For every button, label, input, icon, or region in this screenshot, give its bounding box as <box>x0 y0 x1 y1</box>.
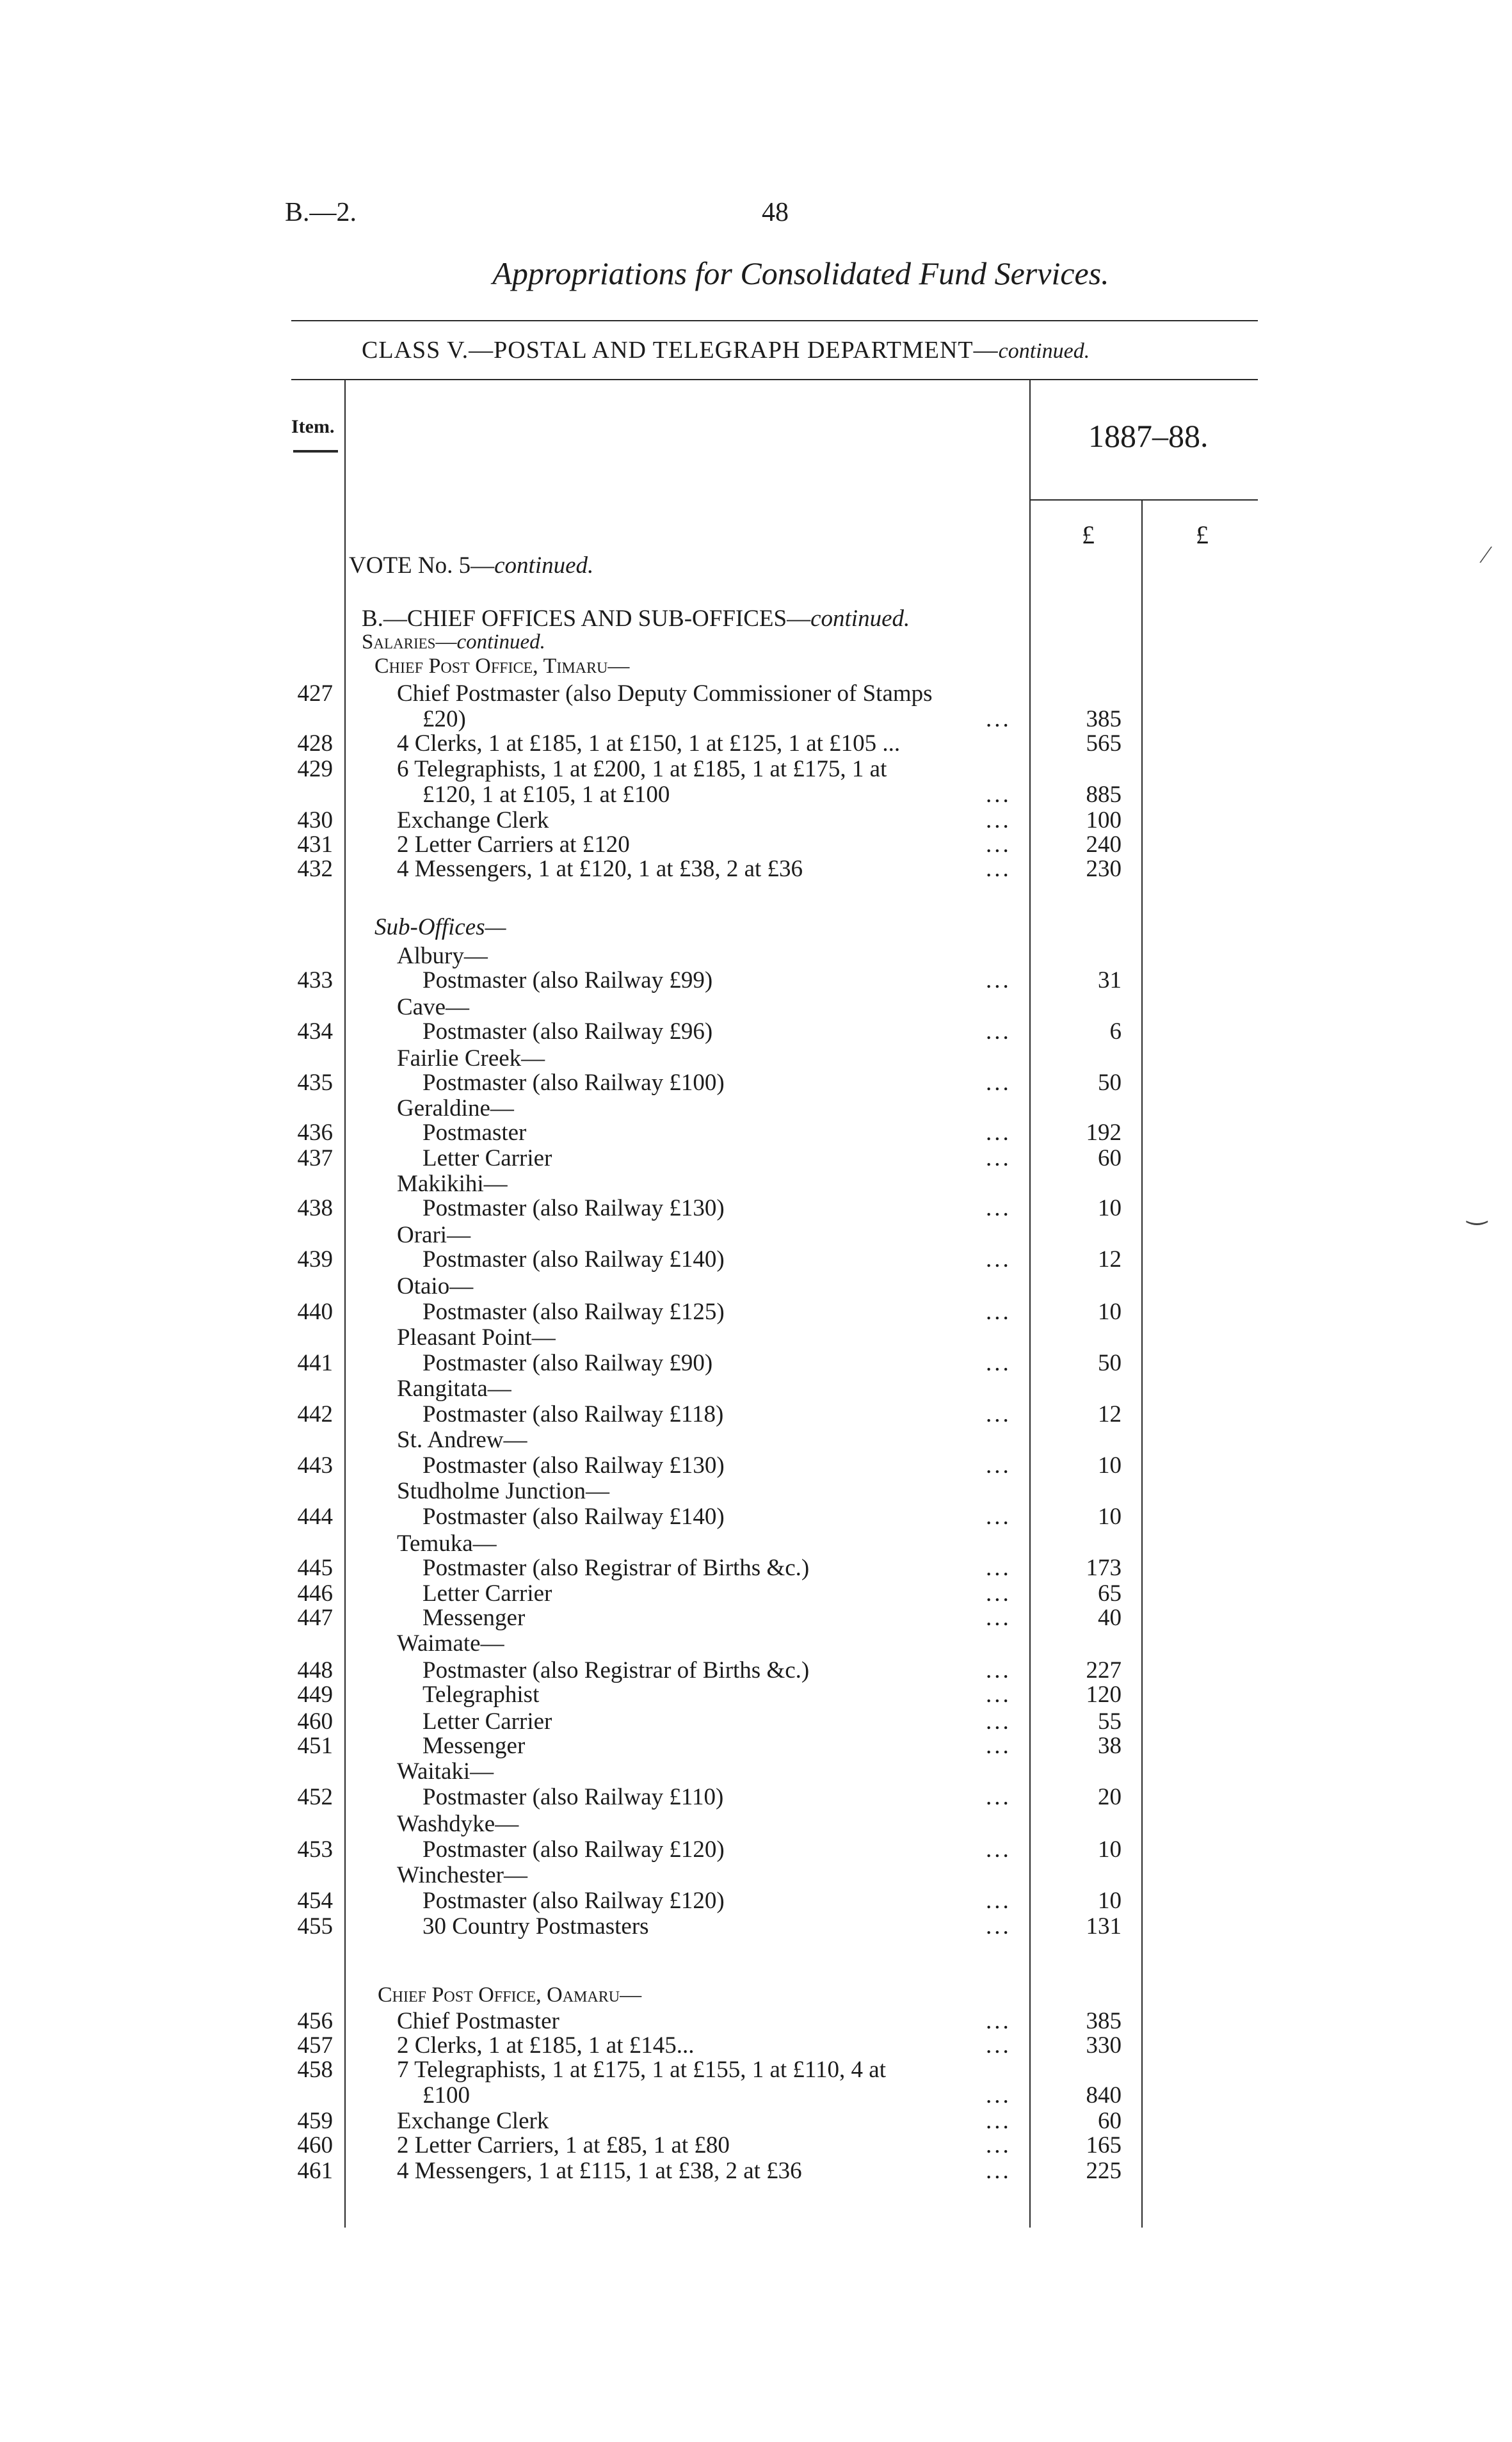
salaries-cont: continued. <box>456 631 545 654</box>
item-number: 427 <box>297 680 333 707</box>
item-number: 449 <box>297 1682 333 1708</box>
item-amount: 60 <box>1098 2108 1122 2134</box>
table-row <box>0 1887 1512 1913</box>
document-reference: B.—2. <box>285 198 357 227</box>
leader-dots: ... <box>986 1401 1011 1427</box>
item-description: £120, 1 at £105, 1 at £100 <box>422 782 670 808</box>
item-amount: 330 <box>1086 2032 1122 2059</box>
item-description: Makikihi— <box>397 1171 508 1197</box>
suboffices-heading: Sub-Offices— <box>374 914 506 940</box>
item-head-underline <box>293 450 338 453</box>
leader-dots: ... <box>986 1836 1011 1863</box>
table-row <box>0 2107 1512 2133</box>
table-row <box>0 1758 1512 1783</box>
item-description: 2 Letter Carriers at £120 <box>397 831 630 858</box>
leader-dots: ... <box>986 1555 1011 1581</box>
item-description: Pleasant Point— <box>397 1324 556 1351</box>
leader-dots: ... <box>986 706 1011 732</box>
item-amount: 120 <box>1086 1682 1122 1708</box>
leader-dots: ... <box>986 1580 1011 1607</box>
item-description: Postmaster (also Railway £118) <box>422 1401 724 1427</box>
leader-dots: ... <box>986 1504 1011 1530</box>
table-row <box>0 2032 1512 2057</box>
table-row <box>0 1604 1512 1630</box>
item-description: Winchester— <box>397 1862 527 1888</box>
item-description: £100 <box>422 2082 470 2109</box>
item-number: 452 <box>297 1784 333 1810</box>
item-amount: 40 <box>1098 1605 1122 1631</box>
leader-dots: ... <box>986 1605 1011 1631</box>
item-amount: 165 <box>1086 2132 1122 2158</box>
item-amount: 840 <box>1086 2082 1122 2109</box>
rule-table-top <box>291 379 1258 380</box>
vote-cont: continued. <box>494 552 594 579</box>
section-heading <box>362 605 910 632</box>
item-amount: 230 <box>1086 856 1122 882</box>
item-number: 445 <box>297 1555 333 1581</box>
item-amount: 20 <box>1098 1784 1122 1810</box>
item-description: Postmaster (also Railway £130) <box>422 1195 725 1221</box>
table-row <box>0 1708 1512 1733</box>
item-number: 460 <box>297 1708 333 1735</box>
year-rule <box>1031 499 1258 501</box>
item-amount: 12 <box>1098 1401 1122 1427</box>
item-amount: 385 <box>1086 706 1122 732</box>
item-description: 7 Telegraphists, 1 at £175, 1 at £155, 1 at £110, 4 at <box>397 2057 887 2083</box>
table-row <box>0 993 1512 1019</box>
table-row <box>0 1194 1512 1220</box>
item-amount: 131 <box>1086 1913 1122 1940</box>
item-number: 432 <box>297 856 333 882</box>
table-row <box>0 680 1512 705</box>
table-row <box>0 1810 1512 1836</box>
item-amount: 12 <box>1098 1246 1122 1273</box>
item-number: 456 <box>297 2008 333 2034</box>
pound-sign-col1: £ <box>1082 520 1095 549</box>
item-amount: 6 <box>1109 1018 1122 1045</box>
item-description: Postmaster (also Railway £99) <box>422 967 713 993</box>
item-description: Exchange Clerk <box>397 2108 549 2134</box>
item-amount: 227 <box>1086 1657 1122 1683</box>
leader-dots: ... <box>986 2082 1011 2109</box>
leader-dots: ... <box>986 856 1011 882</box>
timaru-heading: Chief Post Office, Timaru— <box>374 654 630 678</box>
item-description: Postmaster (also Railway £120) <box>422 1888 725 1914</box>
item-description: 4 Clerks, 1 at £185, 1 at £150, 1 at £125, 1 at £105 ... <box>397 730 901 757</box>
leader-dots: ... <box>986 2132 1011 2158</box>
leader-dots: ... <box>986 1070 1011 1096</box>
item-number: 431 <box>297 831 333 858</box>
item-amount: 885 <box>1086 782 1122 808</box>
vote-heading <box>349 552 593 579</box>
table-row <box>0 755 1512 781</box>
item-description: Exchange Clerk <box>397 807 549 833</box>
leader-dots: ... <box>986 1657 1011 1683</box>
item-amount: 10 <box>1098 1888 1122 1914</box>
item-description: Geraldine— <box>397 1095 514 1121</box>
table-row <box>0 730 1512 755</box>
leader-dots: ... <box>986 2108 1011 2134</box>
item-description: Postmaster (also Railway £90) <box>422 1350 713 1376</box>
item-description: Otaio— <box>397 1273 474 1299</box>
leader-dots: ... <box>986 1350 1011 1376</box>
column-head-year: 1887–88. <box>1088 418 1209 454</box>
table-row <box>0 705 1512 731</box>
item-amount: 10 <box>1098 1195 1122 1221</box>
page-title: Appropriations for Consolidated Fund Services. <box>492 255 1109 291</box>
table-row <box>0 1630 1512 1655</box>
table-row <box>0 942 1512 968</box>
table-row <box>0 1324 1512 1349</box>
item-number: 437 <box>297 1145 333 1171</box>
item-number: 428 <box>297 730 333 757</box>
table-row <box>0 1836 1512 1861</box>
item-amount: 10 <box>1098 1836 1122 1863</box>
item-amount: 225 <box>1086 2158 1122 2184</box>
margin-mark: ⁄ <box>1484 542 1488 568</box>
leader-dots: ... <box>986 782 1011 808</box>
item-amount: 31 <box>1098 967 1122 993</box>
rule-top <box>291 320 1258 321</box>
leader-dots: ... <box>986 2158 1011 2184</box>
leader-dots: ... <box>986 2008 1011 2034</box>
item-amount: 38 <box>1098 1733 1122 1759</box>
item-number: 459 <box>297 2108 333 2134</box>
item-number: 429 <box>297 756 333 782</box>
leader-dots: ... <box>986 1195 1011 1221</box>
item-description: 6 Telegraphists, 1 at £200, 1 at £185, 1 at £175, 1 at <box>397 756 887 782</box>
leader-dots: ... <box>986 831 1011 858</box>
table-row <box>0 2132 1512 2157</box>
salaries-label: Salaries— <box>362 631 457 654</box>
item-description: Postmaster (also Railway £96) <box>422 1018 713 1045</box>
item-amount: 50 <box>1098 1070 1122 1096</box>
item-number: 442 <box>297 1401 333 1427</box>
item-number: 443 <box>297 1452 333 1479</box>
item-number: 440 <box>297 1299 333 1325</box>
item-number: 434 <box>297 1018 333 1045</box>
table-row <box>0 807 1512 832</box>
item-description: Temuka— <box>397 1530 497 1557</box>
pound-sign-col2: £ <box>1196 520 1209 549</box>
item-number: 439 <box>297 1246 333 1273</box>
item-description: St. Andrew— <box>397 1427 527 1453</box>
item-amount: 65 <box>1098 1580 1122 1607</box>
item-amount: 10 <box>1098 1504 1122 1530</box>
item-amount: 240 <box>1086 831 1122 858</box>
item-amount: 10 <box>1098 1299 1122 1325</box>
table-row <box>0 2056 1512 2082</box>
leader-dots: ... <box>986 967 1011 993</box>
item-description: Letter Carrier <box>422 1145 552 1171</box>
item-description: Albury— <box>397 943 488 969</box>
item-description: £20) <box>422 706 466 732</box>
leader-dots: ... <box>986 1145 1011 1171</box>
table-row <box>0 1401 1512 1426</box>
table-row <box>0 1375 1512 1401</box>
table-row <box>0 1426 1512 1452</box>
item-amount: 173 <box>1086 1555 1122 1581</box>
vote-label: VOTE No. 5— <box>349 552 495 579</box>
item-description: Chief Postmaster <box>397 2008 559 2034</box>
item-number: 454 <box>297 1888 333 1914</box>
leader-dots: ... <box>986 1784 1011 1810</box>
table-row <box>0 1246 1512 1271</box>
table-row <box>0 1503 1512 1529</box>
table-row <box>0 2007 1512 2033</box>
table-row <box>0 1477 1512 1503</box>
leader-dots: ... <box>986 1888 1011 1914</box>
item-number: 446 <box>297 1580 333 1607</box>
item-number: 436 <box>297 1120 333 1146</box>
item-description: Washdyke— <box>397 1811 519 1837</box>
table-row <box>0 1657 1512 1682</box>
margin-mark: ‿ <box>1467 1198 1487 1225</box>
table-row <box>0 1913 1512 1938</box>
item-description: Postmaster <box>422 1120 527 1146</box>
table-row <box>0 1349 1512 1375</box>
salaries-heading <box>362 631 545 654</box>
item-description: Postmaster (also Railway £125) <box>422 1299 725 1325</box>
leader-dots: ... <box>986 1299 1011 1325</box>
table-row <box>0 1681 1512 1707</box>
table-row <box>0 1530 1512 1555</box>
section-label: B.—CHIEF OFFICES AND SUB-OFFICES— <box>362 606 811 632</box>
table-row <box>0 1069 1512 1095</box>
item-description: 4 Messengers, 1 at £120, 1 at £38, 2 at £36 <box>397 856 803 882</box>
table-row <box>0 855 1512 881</box>
item-number: 441 <box>297 1350 333 1376</box>
item-amount: 565 <box>1086 730 1122 757</box>
table-row <box>0 1452 1512 1477</box>
item-number: 430 <box>297 807 333 833</box>
table-row <box>0 1145 1512 1170</box>
section-cont: continued. <box>810 606 910 632</box>
item-description: Postmaster (also Railway £130) <box>422 1452 725 1479</box>
leader-dots: ... <box>986 1733 1011 1759</box>
table-row <box>0 1554 1512 1580</box>
table-row <box>0 1095 1512 1120</box>
item-number: 457 <box>297 2032 333 2059</box>
item-description: 2 Letter Carriers, 1 at £85, 1 at £80 <box>397 2132 730 2158</box>
oamaru-heading: Chief Post Office, Oamaru— <box>378 1983 642 2007</box>
item-amount: 100 <box>1086 807 1122 833</box>
leader-dots: ... <box>986 1682 1011 1708</box>
item-description: Postmaster (also Railway £100) <box>422 1070 725 1096</box>
leader-dots: ... <box>986 1913 1011 1940</box>
item-number: 433 <box>297 967 333 993</box>
table-row <box>0 1580 1512 1605</box>
table-row <box>0 2157 1512 2183</box>
table-row <box>0 1170 1512 1196</box>
table-row <box>0 1783 1512 1809</box>
item-description: Waitaki— <box>397 1758 494 1785</box>
item-description: 4 Messengers, 1 at £115, 1 at £38, 2 at £36 <box>397 2158 802 2184</box>
table-row <box>0 831 1512 856</box>
item-description: Letter Carrier <box>422 1708 552 1735</box>
page-number: 48 <box>762 198 789 227</box>
item-amount: 10 <box>1098 1452 1122 1479</box>
table-row <box>0 1119 1512 1145</box>
class-heading-text: CLASS V.—POSTAL AND TELEGRAPH DEPARTMENT— <box>362 337 999 364</box>
item-description: Letter Carrier <box>422 1580 552 1607</box>
table-row <box>0 1018 1512 1043</box>
item-description: Postmaster (also Railway £140) <box>422 1246 725 1273</box>
item-amount: 50 <box>1098 1350 1122 1376</box>
item-description: Orari— <box>397 1222 471 1248</box>
item-number: 461 <box>297 2158 333 2184</box>
item-number: 460 <box>297 2132 333 2158</box>
item-number: 438 <box>297 1195 333 1221</box>
item-amount: 55 <box>1098 1708 1122 1735</box>
leader-dots: ... <box>986 1246 1011 1273</box>
leader-dots: ... <box>986 1018 1011 1045</box>
item-description: Messenger <box>422 1605 526 1631</box>
item-description: Telegraphist <box>422 1682 540 1708</box>
item-description: Postmaster (also Registrar of Births &c.) <box>422 1555 810 1581</box>
item-description: Postmaster (also Railway £110) <box>422 1784 724 1810</box>
item-amount: 192 <box>1086 1120 1122 1146</box>
class-heading-cont: continued. <box>998 339 1090 363</box>
leader-dots: ... <box>986 1452 1011 1479</box>
item-number: 435 <box>297 1070 333 1096</box>
table-row <box>0 781 1512 807</box>
item-description: Cave— <box>397 994 470 1020</box>
leader-dots: ... <box>986 2032 1011 2059</box>
item-description: Postmaster (also Railway £120) <box>422 1836 725 1863</box>
item-description: Postmaster (also Railway £140) <box>422 1504 725 1530</box>
item-description: Chief Postmaster (also Deputy Commissioner of Stamps <box>397 680 933 707</box>
item-description: Waimate— <box>397 1630 504 1657</box>
class-heading <box>362 336 1090 364</box>
item-number: 451 <box>297 1733 333 1759</box>
leader-dots: ... <box>986 1708 1011 1735</box>
item-description: Studholme Junction— <box>397 1478 609 1504</box>
item-number: 453 <box>297 1836 333 1863</box>
item-number: 447 <box>297 1605 333 1631</box>
item-amount: 385 <box>1086 2008 1122 2034</box>
item-description: Messenger <box>422 1733 526 1759</box>
item-description: Fairlie Creek— <box>397 1045 545 1072</box>
item-description: Postmaster (also Registrar of Births &c.) <box>422 1657 810 1683</box>
table-row <box>0 1273 1512 1298</box>
table-row <box>0 1732 1512 1758</box>
column-head-item: Item. <box>291 416 335 437</box>
table-row <box>0 2082 1512 2107</box>
table-row <box>0 1298 1512 1324</box>
item-number: 448 <box>297 1657 333 1683</box>
item-number: 455 <box>297 1913 333 1940</box>
table-row <box>0 1221 1512 1247</box>
item-number: 458 <box>297 2057 333 2083</box>
item-amount: 60 <box>1098 1145 1122 1171</box>
item-description: Rangitata— <box>397 1376 511 1402</box>
leader-dots: ... <box>986 807 1011 833</box>
table-row <box>0 1861 1512 1887</box>
table-row <box>0 1045 1512 1070</box>
item-description: 2 Clerks, 1 at £185, 1 at £145... <box>397 2032 695 2059</box>
leader-dots: ... <box>986 1120 1011 1146</box>
item-number: 444 <box>297 1504 333 1530</box>
table-row <box>0 967 1512 992</box>
item-description: 30 Country Postmasters <box>422 1913 649 1940</box>
